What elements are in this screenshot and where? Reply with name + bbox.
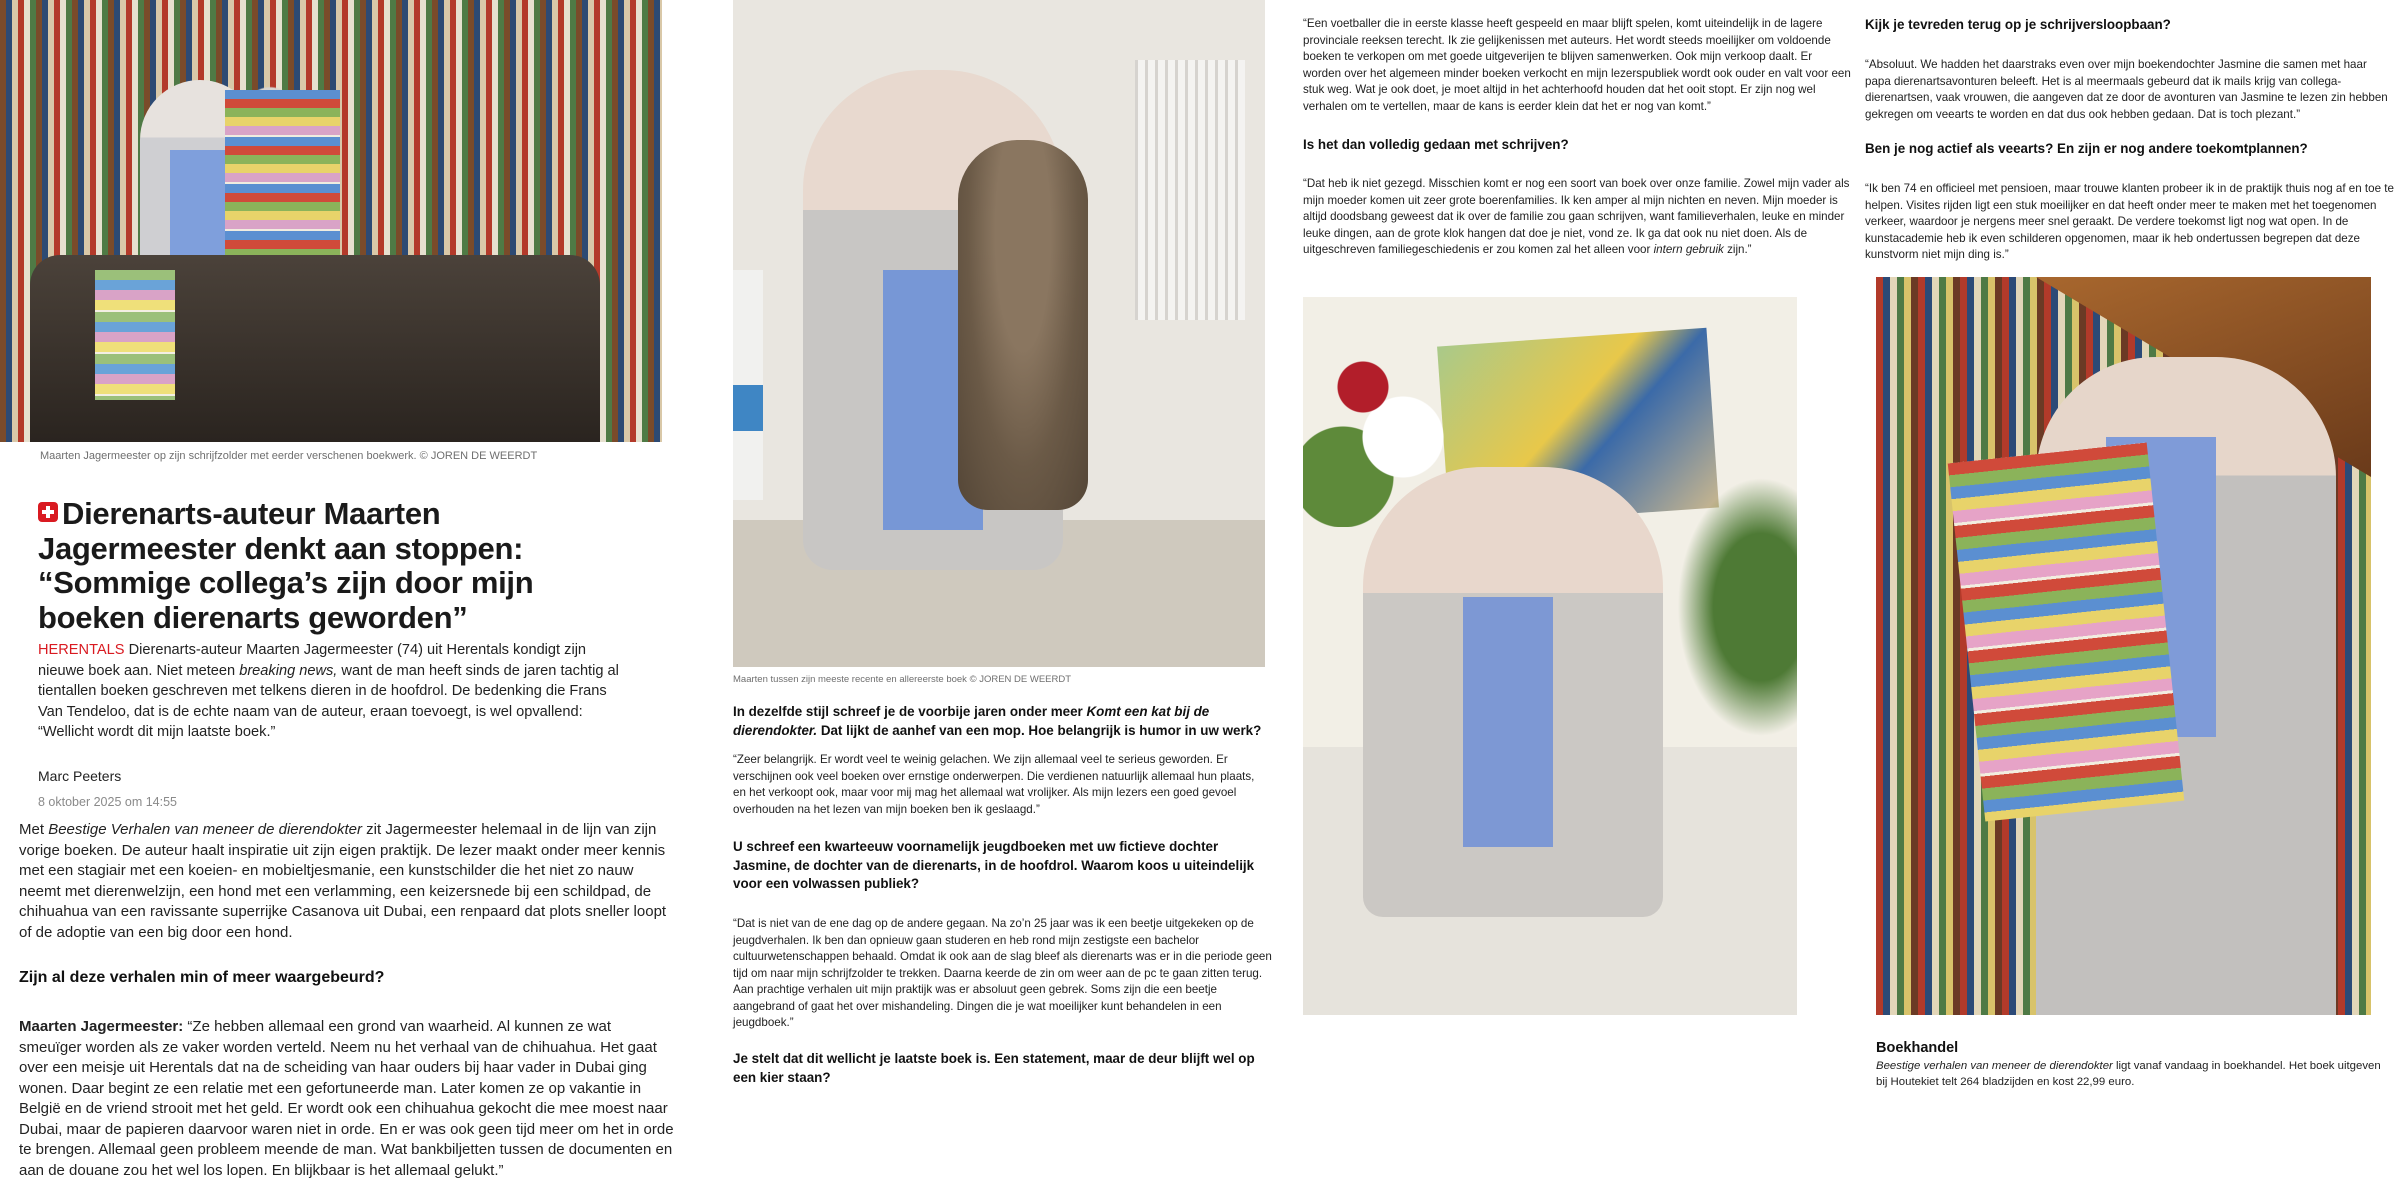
intro-text-2: zit Jagermeester helemaal in de lijn van zijn vorige boeken. De auteur haalt inspiratie uit zijn eigen praktijk. De lezer maakt onder meer kennis met een stagiair met een koeien- en mobieltjesmanie, een kunstschilder die het niet zo nauw neemt met dierenwelzijn, een hond met een verlamming, een keizersnede bij een schildpad, de chihuahua van een ravissante superrijke Casanova uit Dubai, een renpaard dat plots sneller loopt of de adoptie van een big door een hond. — [19, 821, 667, 941]
answer-5-italic: intern gebruik — [1653, 243, 1724, 257]
answer-1-text: “Ze hebben allemaal een grond van waarheid. Al kunnen ze wat smeuïger worden als ze vaker worden verteld. Neem nu het verhaal van de chihuahua. Het gaat over een meisje uit Herentals dat na de scheiding van haar ouders bij haar vader in Dubai ging wonen. Daar begint ze een relatie met een gefortuneerde man. Later komen ze op vakantie in België en de vriend strooit met het geld. Er wordt ook een chihuahua gekocht die mee moest naar Dubai, maar de papieren daarvoor waren niet in orde. En er was ook geen tijd meer om het in orde te brengen. Allemaal geen probleem meende de man. Wat bankbiljetten tussen de documenten en aan de douane zou het wel los lopen. En blijkbaar is het allemaal gelukt.” — [19, 1018, 674, 1179]
answer-7: “Ik ben 74 en officieel met pensioen, maar trouwe klanten probeer ik in de praktijk thuis nog af en toe te helpen. Visites rijden ligt een stuk moeilijker en dat heeft onder meer te maken met het toegenomen verkeer, waardoor je nergens meer snel geraakt. De verdere toekomst ligt nog wat open. In de kunstacademie heb ik even schilderen opgenomen, maar ik heb ondertussen begrepen dat deze kunstvorm niet mijn ding is.” — [1865, 182, 2394, 262]
dateline: HERENTALS — [38, 642, 125, 658]
book-title: Komt een kat bij de dierendokter. — [733, 704, 1210, 738]
answer-1 — [19, 1017, 674, 1181]
headline-text: Dierenarts-auteur Maarten Jagermeester denkt aan stoppen: “Sommige collega’s zijn door mijn boeken dierenarts geworden” — [38, 496, 534, 635]
answer-3: “Dat is niet van de ene dag op de andere gegaan. Na zo’n 25 jaar was ik een beetje uitgekeken op de jeugdverhalen. Ik ben dan opnieuw gaan studeren en heb rond mijn zestigste een bachelor cultuurwetenschappen behaald. Omdat ik ook aan de slag bleef als dierenarts was er in die periode geen tijd om naar mijn schrijfzolder te trekken. Daarna keerde de zin om weer aan de pc te gaan zitten terug. Aan prachtige verhalen uit mijn praktijk was er absoluut geen gebrek. Soms zijn die een beetje aangebrand of gaat het over mishandeling. Dingen die je wat moeilijker kunt behandelen in een jeugdboek.” — [733, 917, 1272, 1029]
photo-author-with-books — [1876, 277, 2371, 1015]
answer-5 — [1303, 176, 1853, 259]
intro-paragraph — [19, 820, 674, 943]
answer-2: “Zeer belangrijk. Er wordt veel te weinig gelachen. We zijn allemaal veel te serieus geworden. Er verschijnen ook veel boeken over ernstige onderwerpen. Die verdienen natuurlijk allemaal hun plaats, en het verkoopt ook, maar voor mij mag het allemaal wat vrolijker. Als mijn lezers een goed gevoel overhouden na het lezen van mijn boeken ben ik geslaagd.” — [733, 753, 1255, 816]
question-6: Kijk je tevreden terug op je schrijversloopbaan? — [1865, 17, 2171, 32]
question-2 — [733, 703, 1268, 740]
box-text — [1876, 1058, 2386, 1090]
bookstore-box — [1876, 1040, 2386, 1090]
photo-book-stack — [1948, 443, 2185, 822]
photo-book — [733, 270, 763, 500]
question-5: Is het dan volledig gedaan met schrijven? — [1303, 137, 1569, 152]
answer-4: “Een voetballer die in eerste klasse heeft gespeeld en maar blijft spelen, komt uiteindelijk in de lagere provinciale reeksen terecht. Ik zie gelijkenissen met auteurs. Het wordt steeds moeilijker om voldoende boeken te verkopen om met goede uitgeverijen te blijven samenwerken. Ook mijn verkoop daalt. Er worden over het algemeen minder boeken verkocht en mijn lezerspubliek wordt ook ouder en valt voor een stuk weg. Wat je ook doet, je moet altijd in het achterhoofd houden dat het ooit stopt. Er zijn nog wel verhalen om te vertellen, maar de kans is eerder klein dat het er nog van komt.” — [1303, 17, 1851, 113]
photo-author-study — [0, 0, 662, 442]
photo-figure-sweater — [1463, 597, 1553, 847]
photo-cat — [958, 140, 1088, 510]
speaker-label: Maarten Jagermeester: — [19, 1018, 184, 1035]
lead-italic: breaking news, — [239, 662, 338, 679]
answer-5-text: “Dat heb ik niet gezegd. Misschien komt er nog een soort van boek over onze familie. Zowel mijn vader als mijn moeder komen uit zeer grote boerenfamilies. Ik ken amper al mijn nichten en neven. Mijn moeder is altijd doodsbang geweest dat ik over de familie zou gaan schrijven, want familieverhalen, leuke en minder leuke dingen, aan de grote klok hangen dat doe je niet, vond ze. Ik ga dat ook nu niet doen. Als de uitgeschreven familiegeschiedenis er zou komen zal het alleen voor — [1303, 177, 1850, 257]
book-title: Beestige verhalen van meneer de dierendokter — [1876, 1060, 2113, 1072]
question-2-text-2: Dat lijkt de aanhef van een mop. Hoe belangrijk is humor in uw werk? — [817, 722, 1262, 738]
photo-caption: Maarten Jagermeester op zijn schrijfzolder met eerder verschenen boekwerk. © JOREN DE WEERDT — [40, 450, 538, 462]
photo-plant — [1677, 477, 1797, 737]
plus-badge-icon — [38, 502, 58, 522]
answer-6: “Absoluut. We hadden het daarstraks even over mijn boekendochter Jasmine die samen met haar papa dierenartsavonturen beleeft. Het is al meermaals gebeurd dat ik mails krijg van collega-dierenartsen, vaak vrouwen, die aangeven dat ze door de avonturen van Jasmine te lezen zin hebben gekregen om veearts te worden en dat dus ook hebben gedaan. Dat is toch plezant.” — [1865, 58, 2388, 121]
author-link[interactable]: Marc Peeters — [38, 768, 122, 784]
book-title: Beestige Verhalen van meneer de dierendokter — [48, 821, 363, 838]
photo-book-stack-small — [95, 270, 175, 400]
question-7: Ben je nog actief als veearts? En zijn er nog andere toekomtplannen? — [1865, 141, 2308, 156]
question-3: U schreef een kwarteeuw voornamelijk jeugdboeken met uw fictieve dochter Jasmine, de dochter van de dierenarts, in de hoofdrol. Waarom koos u uiteindelijk voor een volwassen publiek? — [733, 839, 1255, 891]
article-headline — [38, 497, 638, 635]
question-2-text: In dezelfde stijl schreef je de voorbije jaren onder meer — [733, 704, 1087, 719]
intro-text: Met — [19, 821, 49, 838]
photo-caption: Maarten tussen zijn meeste recente en allereerste boek © JOREN DE WEERDT — [733, 674, 1072, 685]
photo-author-with-cat — [733, 0, 1265, 667]
photo-author-at-table — [1303, 297, 1797, 1015]
publish-date: 8 oktober 2025 om 14:55 — [38, 795, 177, 809]
box-text-body: ligt vanaf vandaag in boekhandel. Het boek uitgeven bij Houtekiet telt 264 bladzijden en kost 22,99 euro. — [1876, 1060, 2381, 1088]
box-title: Boekhandel — [1876, 1040, 1959, 1056]
question-4: Je stelt dat dit wellicht je laatste boek is. Een statement, maar de deur blijft wel op een kier staan? — [733, 1051, 1255, 1085]
article-lead — [38, 640, 628, 743]
lead-text-2: want de man heeft sinds de jaren tachtig al tientallen boeken geschreven met telkens dieren in de hoofdrol. De bedenking die Frans Van Tendeloo, dat is de echte naam van de auteur, eraan toevoegt, is wel opvallend: “Wellicht wordt dit mijn laatste boek.” — [38, 662, 619, 740]
question-1: Zijn al deze verhalen min of meer waargebeurd? — [19, 969, 385, 986]
lead-text: Dierenarts-auteur Maarten Jagermeester (74) uit Herentals kondigt zijn nieuwe boek aan. Niet meteen — [38, 642, 587, 679]
photo-shelf — [1135, 60, 1245, 320]
answer-5-text-2: zijn.” — [1723, 243, 1752, 257]
